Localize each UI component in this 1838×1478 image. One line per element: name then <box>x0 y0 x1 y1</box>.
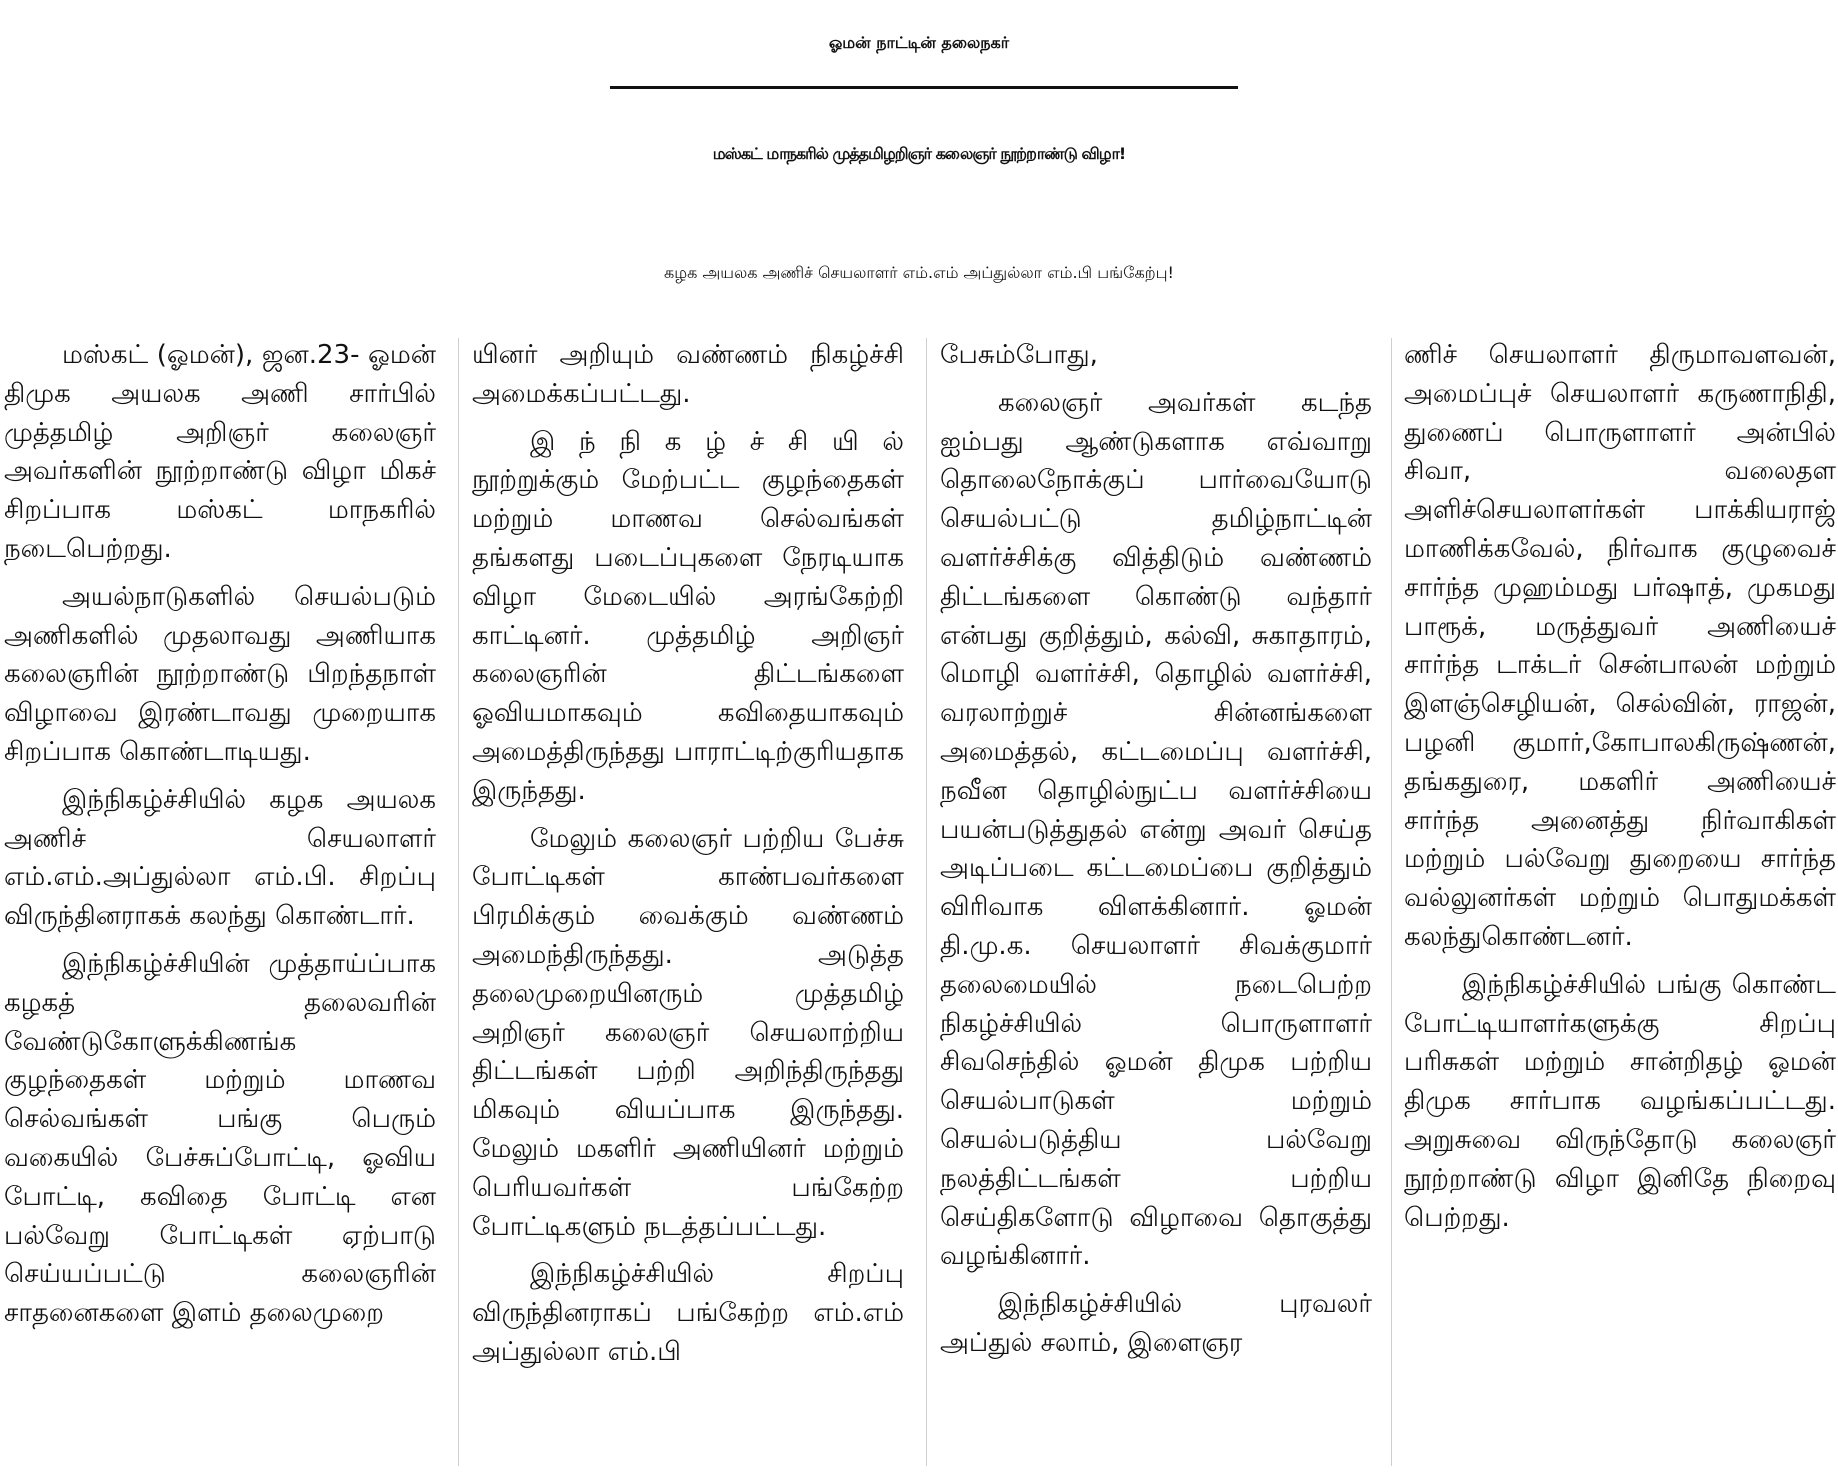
kicker-headline: ஓமன் நாட்டின் தலைநகர் <box>828 33 1010 52</box>
column-3-paragraph-1: பேசும்போது, <box>940 340 1098 370</box>
column-1-paragraph-2: அயல்நாடுகளில் செயல்படும் அணிகளில் முதலாவது அணியாக கலைஞரின் நூற்றாண்டு பிறந்தநாள் விழாவை இரண்டாவது முறையாக சிறப்பாக கொண்டாடியது. <box>4 581 436 767</box>
column-2-paragraph-4: இந்நிகழ்ச்சியில் சிறப்பு விருந்தினராகப் பங்கேற்ற எம்.எம் அப்துல்லா எம்.பி <box>472 1259 904 1367</box>
column-2-paragraph-1: யினர் அறியும் வண்ணம் நிகழ்ச்சி அமைக்கப்பட்டது. <box>472 340 904 409</box>
column-1-paragraph-3: இந்நிகழ்ச்சியில் கழக அயலக அணிச் செயலாளர் எம்.எம்.அப்துல்லா எம்.பி. சிறப்பு விருந்தினராகக் கலந்து கொண்டார். <box>4 784 436 932</box>
article-column-4 <box>1404 336 1836 1466</box>
column-1-paragraph-1: மஸ்கட் (ஓமன்), ஜன.23- ஓமன் திமுக அயலக அணி சார்பில் முத்தமிழ் அறிஞர் கலைஞர் அவர்களின் நூற்றாண்டு விழா மிகச் சிறப்பாக மஸ்கட் மாநகரில் நடைபெற்றது. <box>4 340 436 564</box>
column-3-paragraph-3: இந்நிகழ்ச்சியில் புரவலர் அப்துல் சலாம், இளைஞர <box>940 1289 1372 1358</box>
article-column-2 <box>472 336 904 1466</box>
sub-headline: கழக அயலக அணிச் செயலாளர் எம்.எம் அப்துல்லா எம்.பி பங்கேற்பு! <box>664 263 1174 282</box>
column-3-paragraph-2: கலைஞர் அவர்கள் கடந்த ஐம்பது ஆண்டுகளாக எவ்வாறு தொலைநோக்குப் பார்வையோடு செயல்பட்டு தமிழ்நாட்டின் வளர்ச்சிக்கு வித்திடும் வண்ணம் திட்டங்களை கொண்டு வந்தார் என்பது குறித்தும், கல்வி, சுகாதாரம், மொழி வளர்ச்சி, தொழில் வளர்ச்சி, வரலாற்றுச் சின்னங்களை அமைத்தல், கட்டமைப்பு வளர்ச்சி, நவீன தொழில்நுட்ப வளர்ச்சியை பயன்படுத்துதல் என்று அவர் செய்த அடிப்படை கட்டமைப்பை குறித்தும் விரிவாக விளக்கினார். ஓமன் தி.மு.க. செயலாளர் சிவக்குமார் தலைமையில் நடைபெற்ற நிகழ்ச்சியில் பொருளாளர் சிவசெந்தில் ஓமன் திமுக பற்றிய செயல்பாடுகள் மற்றும் செயல்படுத்திய பல்வேறு நலத்திட்டங்கள் பற்றிய செய்திகளோடு விழாவை தொகுத்து வழங்கினார். <box>940 387 1372 1272</box>
main-headline: மஸ்கட் மாநகரில் முத்தமிழறிஞர் கலைஞர் நூற்றாண்டு விழா! <box>712 144 1126 163</box>
column-4-paragraph-1: ணிச் செயலாளர் திருமாவளவன், அமைப்புச் செயலாளர் கருணாநிதி, துணைப் பொருளாளர் அன்பில் சிவா, வலைதள அளிச்செயலாளர்கள் பாக்கியராஜ் மாணிக்கவேல், நிர்வாக குழுவைச் சார்ந்த முஹம்மது பர்ஷாத், முகமது பாரூக், மருத்துவர் அணியைச் சார்ந்த டாக்டர் சென்பாலன் மற்றும் இளஞ்செழியன், செல்வின், ராஜன், பழனி குமார்,கோபாலகிருஷ்ணன், தங்கதுரை, மகளிர் அணியைச் சார்ந்த அனைத்து நிர்வாகிகள் மற்றும் பல்வேறு துறையை சார்ந்த வல்லுனர்கள் மற்றும் பொதுமக்கள் கலந்துகொண்டனர். <box>1404 340 1836 952</box>
article-column-3 <box>940 336 1372 1466</box>
column-2-paragraph-3: மேலும் கலைஞர் பற்றிய பேச்சு போட்டிகள் காண்பவர்களை பிரமிக்கும் வைக்கும் வண்ணம் அமைந்திருந்தது. அடுத்த தலைமுறையினரும் முத்தமிழ் அறிஞர் கலைஞர் செயலாற்றிய திட்டங்கள் பற்றி அறிந்திருந்தது மிகவும் வியப்பாக இருந்தது. மேலும் மகளிர் அணியினர் மற்றும் பெரியவர்கள் பங்கேற்ற போட்டிகளும் நடத்தப்பட்டது. <box>472 823 904 1242</box>
column-2-paragraph-2: இ ந் நி க ழ் ச் சி யி ல் நூற்றுக்கும் மேற்பட்ட குழந்தைகள் மற்றும் மாணவ செல்வங்கள் தங்களது படைப்புகளை நேரடியாக விழா மேடையில் அரங்கேற்றி காட்டினர். முத்தமிழ் அறிஞர் கலைஞரின் திட்டங்களை ஓவியமாகவும் கவிதையாகவும் அமைத்திருந்தது பாராட்டிற்குரியதாக இருந்தது. <box>472 426 904 806</box>
column-1-paragraph-4: இந்நிகழ்ச்சியின் முத்தாய்ப்பாக கழகத் தலைவரின் வேண்டுகோளுக்கிணங்க குழந்தைகள் மற்றும் மாணவ செல்வங்கள் பங்கு பெரும் வகையில் பேச்சுப்போட்டி, ஓவிய போட்டி, கவிதை போட்டி என பல்வேறு போட்டிகள் ஏற்பாடு செய்யப்பட்டு கலைஞரின் சாதனைகளை இளம் தலைமுறை <box>4 948 436 1329</box>
column-divider <box>1391 338 1392 1466</box>
kicker-underline <box>610 86 1238 89</box>
column-divider <box>458 338 459 1466</box>
column-4-paragraph-2: இந்நிகழ்ச்சியில் பங்கு கொண்ட போட்டியாளர்களுக்கு சிறப்பு பரிசுகள் மற்றும் சான்றிதழ் ஓமன் திமுக சார்பாக வழங்கப்பட்டது. அறுசுவை விருந்தோடு கலைஞர் நூற்றாண்டு விழா இனிதே நிறைவு பெற்றது. <box>1404 969 1836 1233</box>
column-divider <box>926 338 927 1466</box>
article-column-1 <box>4 336 436 1466</box>
